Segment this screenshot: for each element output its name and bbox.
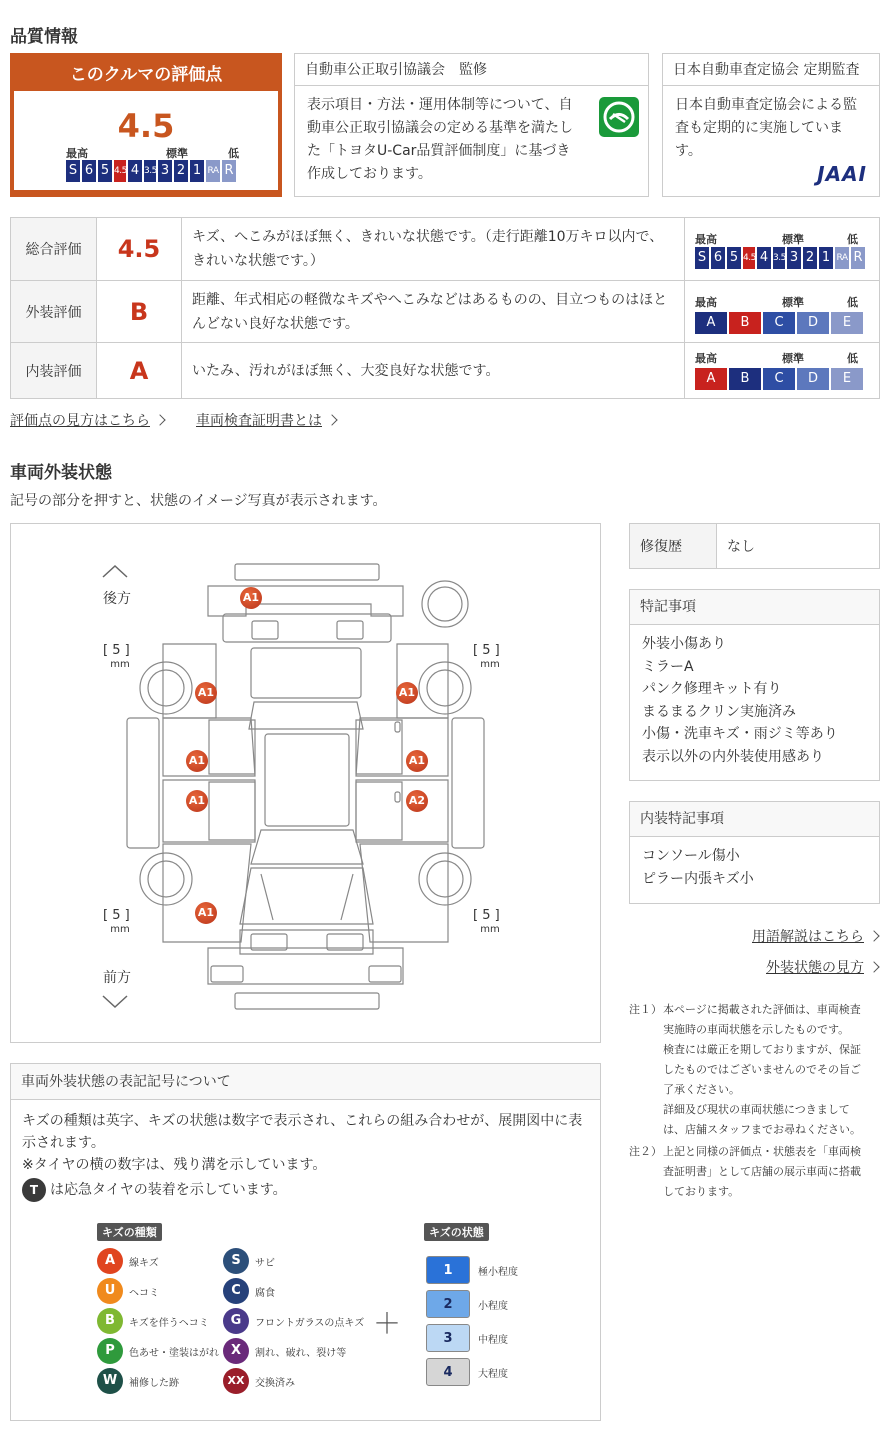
- score-scale: [66, 160, 236, 182]
- damage-type-icon: P: [97, 1338, 123, 1364]
- cert-guide-link[interactable]: 車両検査証明書とは: [196, 410, 336, 430]
- damage-state-label: 中程度: [478, 1334, 508, 1346]
- scale-item: 6: [711, 247, 725, 269]
- scale-item: 1: [190, 160, 204, 182]
- scale-item: 2: [174, 160, 188, 182]
- car-diagram: [10, 523, 601, 1043]
- scale-item: R: [222, 160, 236, 182]
- overall-scale: [695, 247, 865, 269]
- grade-item: D: [797, 312, 829, 334]
- jaai-logo: JAAI: [817, 162, 867, 186]
- exterior-heading: 車両外装状態: [10, 463, 112, 483]
- scale-item: 4.5: [114, 160, 126, 182]
- grade-item: C: [763, 312, 795, 334]
- scale-item: 5: [727, 247, 741, 269]
- scale-item: 5: [98, 160, 112, 182]
- plus-sign: ＋: [373, 1307, 402, 1340]
- kousei-panel: [294, 53, 649, 197]
- exterior-label: 外装評価: [11, 281, 97, 343]
- scale-high-label: 最高: [695, 351, 717, 365]
- repair-history-table: [629, 523, 880, 569]
- scale-item: R: [851, 247, 865, 269]
- damage-type-item: [223, 1368, 295, 1394]
- damage-mark-left-rear-fender[interactable]: A1: [195, 682, 217, 704]
- legend-body-2: ※タイヤの横の数字は、残り溝を示しています。: [22, 1157, 327, 1173]
- jaai-title: 日本自動車査定協会 定期監査: [663, 54, 879, 86]
- scale-std-label: 標準: [782, 295, 804, 309]
- scale-item: 4: [757, 247, 771, 269]
- car-outline: [11, 524, 600, 1042]
- scale-item: RA: [206, 160, 220, 182]
- scale-item: 3: [158, 160, 172, 182]
- damage-type-item: [97, 1248, 159, 1274]
- exterior-grade-scale: [695, 312, 863, 334]
- damage-type-label: キズを伴うヘコミ: [129, 1317, 209, 1329]
- overall-desc: キズ、へこみがほぼ無く、きれいな状態です。（走行距離10万キロ以内で、きれいな状態です。）: [182, 218, 685, 281]
- damage-type-label: サビ: [255, 1257, 275, 1269]
- table-row: [11, 218, 880, 281]
- score-value: 4.5: [117, 107, 175, 145]
- note-1-label: 注１）: [629, 1003, 662, 1016]
- damage-type-label: 色あせ・塗装はがれ: [129, 1347, 219, 1359]
- note-line: 検査には厳正を期しておりますが、保証: [663, 1043, 861, 1056]
- damage-mark-rear-bumper[interactable]: A1: [240, 587, 262, 609]
- score-guide-link[interactable]: 評価点の見方はこちら: [10, 410, 164, 430]
- scale-high-label: 最高: [695, 233, 717, 246]
- scale-std-label: 標準: [782, 233, 804, 246]
- damage-state-icon: 3: [426, 1324, 470, 1352]
- overall-value: 4.5: [97, 218, 182, 281]
- interior-notes-panel: [629, 801, 880, 904]
- interior-value: A: [97, 343, 182, 399]
- damage-type-label: 線キズ: [129, 1257, 159, 1269]
- legend-title: 車両外装状態の表記記号について: [11, 1064, 600, 1100]
- note-line: は、店舗スタッフまでお尋ねください。: [663, 1123, 861, 1136]
- damage-type-item: [97, 1368, 179, 1394]
- note-line: 上記と同様の評価点・状態表を「車両検: [663, 1145, 861, 1158]
- damage-type-item: [97, 1308, 209, 1334]
- tread-rear-left: [ 5 ] mm: [103, 643, 130, 670]
- evaluation-table: [10, 217, 880, 399]
- damage-state-label: 極小程度: [478, 1266, 518, 1278]
- temp-tire-icon: T: [22, 1178, 46, 1202]
- damage-state-label: 大程度: [478, 1368, 508, 1380]
- states-tag: キズの状態: [424, 1223, 489, 1241]
- scale-item: 3: [787, 247, 801, 269]
- overall-scale-cell: [685, 218, 880, 281]
- damage-type-item: [223, 1338, 346, 1364]
- damage-type-icon: B: [97, 1308, 123, 1334]
- damage-mark-left-front-door[interactable]: A1: [186, 790, 208, 812]
- exterior-guide-link[interactable]: 外装状態の見方: [766, 957, 878, 977]
- interior-label: 内装評価: [11, 343, 97, 399]
- scale-high-label: 最高: [66, 147, 88, 160]
- grade-item: A: [695, 368, 727, 390]
- damage-type-item: [97, 1338, 219, 1364]
- grade-item: E: [831, 368, 863, 390]
- interior-grade-cell: [685, 343, 880, 399]
- scale-item: 1: [819, 247, 833, 269]
- types-tag: キズの種類: [97, 1223, 162, 1241]
- damage-type-icon: G: [223, 1308, 249, 1334]
- tread-front-left: [ 5 ] mm: [103, 908, 130, 935]
- damage-type-item: [223, 1278, 275, 1304]
- note-line: 詳細及び現状の車両状態につきまして: [663, 1103, 850, 1116]
- legend-body-3: は応急タイヤの装着を示しています。: [50, 1182, 287, 1198]
- front-label: 前方: [103, 970, 131, 986]
- grade-item: E: [831, 312, 863, 334]
- damage-mark-left-front-fender[interactable]: A1: [195, 902, 217, 924]
- damage-state-icon: 2: [426, 1290, 470, 1318]
- interior-desc: いたみ、汚れがほぼ無く、大変良好な状態です。: [182, 343, 685, 399]
- scale-item: RA: [835, 247, 849, 269]
- list-item: 小傷・洗車キズ・雨ジミ等あり: [642, 726, 838, 742]
- legend-panel: [10, 1063, 601, 1421]
- damage-mark-left-rear-door[interactable]: A1: [186, 750, 208, 772]
- tread-rear-right: [ 5 ] mm: [473, 643, 500, 670]
- note-line: 本ページに掲載された評価は、車両検査: [663, 1003, 861, 1016]
- scale-item: S: [695, 247, 709, 269]
- damage-type-item: [223, 1248, 275, 1274]
- scale-high-label: 最高: [695, 295, 717, 309]
- special-notes-panel: [629, 589, 880, 781]
- damage-type-label: ヘコミ: [129, 1287, 159, 1299]
- jaai-panel: [662, 53, 880, 197]
- grade-item: D: [797, 368, 829, 390]
- tread-front-right: [ 5 ] mm: [473, 908, 500, 935]
- kousei-title: 自動車公正取引協議会 監修: [295, 54, 648, 86]
- table-row: [11, 281, 880, 343]
- special-notes-list: [630, 625, 879, 776]
- list-item: ピラー内張キズ小: [642, 870, 754, 887]
- damage-mark-right-rear-door[interactable]: A1: [406, 750, 428, 772]
- damage-state-item: [426, 1324, 508, 1352]
- legend-body-1: キズの種類は英字、キズの状態は数字で表示され、これらの組み合わせが、展開図中に表示されます。: [22, 1113, 583, 1151]
- interior-notes-list: [630, 837, 879, 898]
- chevron-right-icon: [868, 961, 879, 972]
- list-item: コンソール傷小: [642, 848, 740, 864]
- scale-low-label: 低: [847, 351, 858, 365]
- scale-item: 6: [82, 160, 96, 182]
- grade-item: A: [695, 312, 727, 334]
- note-line: したものではございませんのでその旨ご: [663, 1063, 861, 1076]
- note-line: 査証明書」として店舗の展示車両に搭載: [663, 1165, 861, 1178]
- exterior-subtext: 記号の部分を押すと、状態のイメージ写真が表示されます。: [10, 493, 387, 509]
- note-line: 了承ください。: [663, 1083, 740, 1096]
- quality-heading: 品質情報: [10, 27, 78, 47]
- list-item: まるまるクリン実施済み: [642, 703, 796, 720]
- exterior-desc: 距離、年式相応の軽微なキズやへこみなどはあるものの、目立つものはほとんどない良好な状態です。: [182, 281, 685, 343]
- overall-label: 総合評価: [11, 218, 97, 281]
- note-2: [663, 1142, 861, 1202]
- rear-label: 後方: [103, 591, 131, 607]
- damage-type-item: [97, 1278, 159, 1304]
- jaai-body: 日本自動車査定協会による監査も定期的に実施しています。: [675, 97, 857, 159]
- scale-item: 4.5: [743, 247, 755, 269]
- scale-item: 3.5: [773, 247, 785, 269]
- damage-type-icon: A: [97, 1248, 123, 1274]
- scale-item: 2: [803, 247, 817, 269]
- kousei-seal-icon: [598, 96, 640, 138]
- chevron-right-icon: [326, 414, 337, 425]
- score-box: [10, 53, 282, 197]
- list-item: 表示以外の内外装使用感あり: [642, 748, 824, 765]
- scale-item: S: [66, 160, 80, 182]
- exterior-grade-cell: [685, 281, 880, 343]
- note-1: [663, 1000, 861, 1140]
- scale-low-label: 低: [228, 147, 239, 160]
- chevron-right-icon: [154, 414, 165, 425]
- damage-type-icon: S: [223, 1248, 249, 1274]
- exterior-value: B: [97, 281, 182, 343]
- scale-std-label: 標準: [782, 351, 804, 365]
- repair-value: なし: [717, 524, 880, 569]
- damage-type-icon: XX: [223, 1368, 249, 1394]
- damage-state-item: [426, 1256, 518, 1284]
- damage-state-icon: 1: [426, 1256, 470, 1284]
- note-line: 実施時の車両状態を示したものです。: [663, 1023, 850, 1036]
- glossary-link[interactable]: 用語解説はこちら: [752, 926, 878, 946]
- damage-state-item: [426, 1358, 508, 1386]
- list-item: ミラーA: [642, 658, 694, 675]
- damage-mark-right-rear-fender[interactable]: A1: [396, 682, 418, 704]
- scale-low-label: 低: [847, 295, 858, 309]
- list-item: パンク修理キット有り: [642, 681, 782, 697]
- damage-type-icon: U: [97, 1278, 123, 1304]
- damage-state-label: 小程度: [478, 1300, 508, 1312]
- damage-mark-right-front-door[interactable]: A2: [406, 790, 428, 812]
- damage-type-icon: X: [223, 1338, 249, 1364]
- damage-type-item: [223, 1308, 364, 1334]
- scale-std-label: 標準: [166, 147, 188, 160]
- interior-notes-title: 内装特記事項: [630, 802, 879, 837]
- grade-item: B: [729, 312, 761, 334]
- damage-type-icon: W: [97, 1368, 123, 1394]
- note-2-label: 注２）: [629, 1145, 662, 1158]
- damage-type-label: 補修した跡: [129, 1377, 179, 1389]
- damage-state-item: [426, 1290, 508, 1318]
- kousei-body: 表示項目・方法・運用体制等について、自動車公正取引協議会の定める基準を満たした「トヨタU-Car品質評価制度」に基づき作成しております。: [307, 97, 573, 182]
- interior-grade-scale: [695, 368, 863, 390]
- grade-item: B: [729, 368, 761, 390]
- chevron-right-icon: [868, 930, 879, 941]
- list-item: 外装小傷あり: [642, 636, 726, 652]
- scale-item: 4: [128, 160, 142, 182]
- repair-label: 修復歴: [630, 524, 717, 569]
- note-line: しております。: [663, 1185, 740, 1198]
- damage-type-label: 交換済み: [255, 1377, 295, 1389]
- damage-type-label: 割れ、破れ、裂け等: [255, 1347, 347, 1359]
- grade-item: C: [763, 368, 795, 390]
- table-row: [11, 343, 880, 399]
- score-title: このクルマの評価点: [69, 65, 223, 85]
- scale-item: 3.5: [144, 160, 156, 182]
- special-notes-title: 特記事項: [630, 590, 879, 625]
- damage-type-icon: C: [223, 1278, 249, 1304]
- damage-type-label: 腐食: [255, 1287, 275, 1299]
- damage-state-icon: 4: [426, 1358, 470, 1386]
- damage-type-label: フロントガラスの点キズ: [255, 1317, 365, 1329]
- scale-low-label: 低: [847, 233, 858, 246]
